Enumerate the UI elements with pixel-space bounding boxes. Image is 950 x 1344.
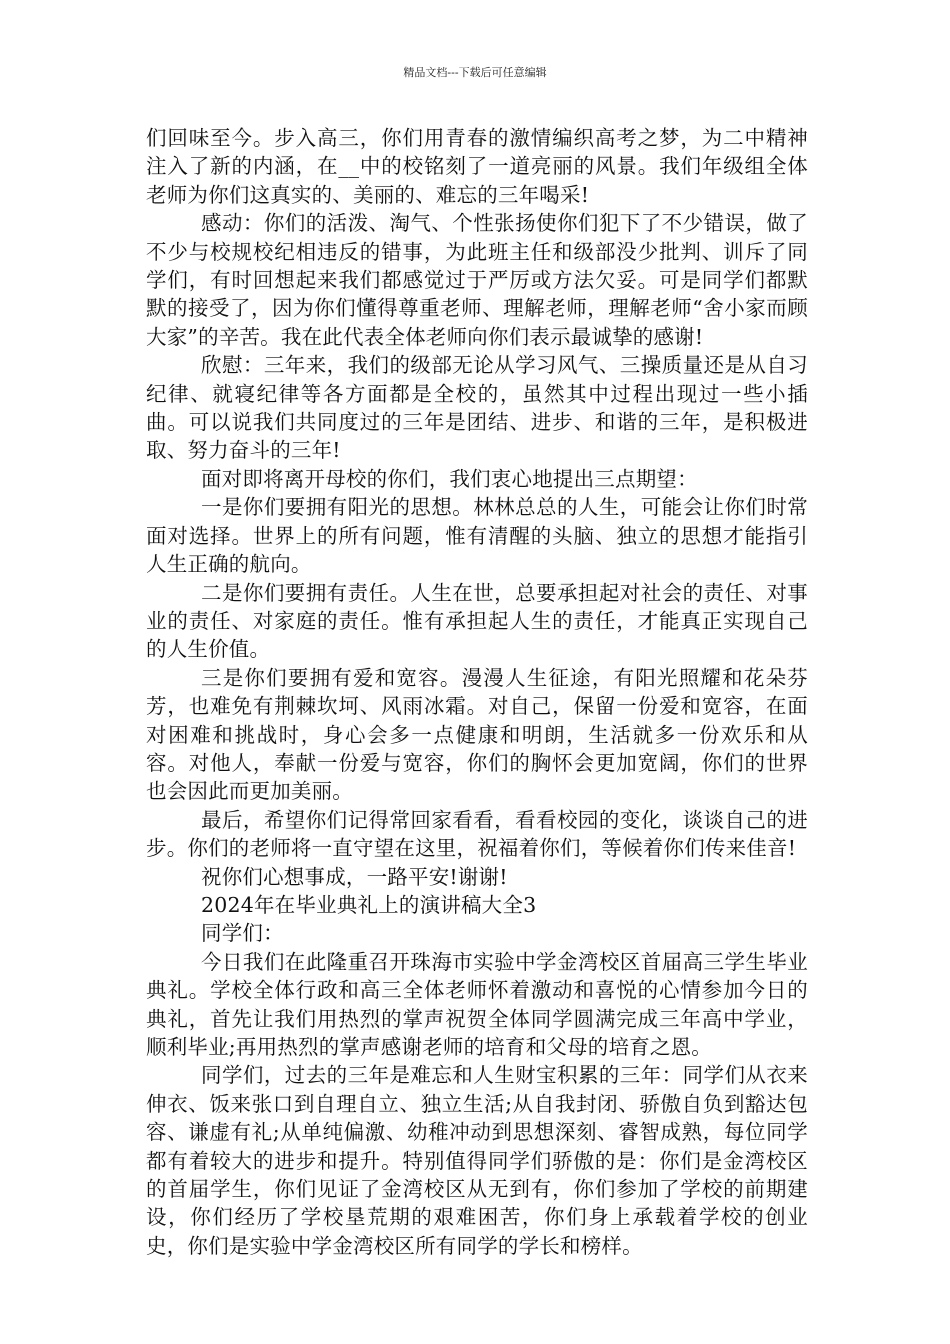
paragraph: 今日我们在此隆重召开珠海市实验中学金湾校区首届高三学生毕业典礼。学校全体行政和高三全体老师怀着激动和喜悦的心情参加今日的典礼，首先让我们用热烈的掌声祝贺全体同学圆满完成三年高中学业，顺利毕业;再用热烈的掌声感谢老师的培育和父母的培育之恩。 — [146, 949, 808, 1059]
paragraph: 最后，希望你们记得常回家看看，看看校园的变化，谈谈自己的进步。你们的老师将一直守望在这里，祝福着你们，等候着你们传来佳音! — [146, 807, 808, 861]
paragraph: 感动：你们的活泼、淘气、个性张扬使你们犯下了不少错误，做了不少与校规校纪相违反的错事，为此班主任和级部没少批判、训斥了同学们，有时回想起来我们都感觉过于严厉或方法欠妥。可是同学们都默默的接受了，因为你们懂得尊重老师、理解老师，理解老师“舍小家而顾大家”的辛苦。我在此代表全体老师向你们表示最诚挚的感谢! — [146, 211, 808, 349]
paragraph: 欣慰：三年来，我们的级部无论从学习风气、三操质量还是从自习纪律、就寝纪律等各方面都是全校的，虽然其中过程出现过一些小插曲。可以说我们共同度过的三年是团结、进步、和谐的三年，是积极进取、努力奋斗的三年! — [146, 353, 808, 463]
paragraph: 同学们，过去的三年是难忘和人生财宝积累的三年：同学们从衣来伸衣、饭来张口到自理自立、独立生活;从自我封闭、骄傲自负到豁达包容、谦虚有礼;从单纯偏激、幼稚冲动到思想深刻、睿智成熟，每位同学都有着较大的进步和提升。特别值得同学们骄傲的是：你们是金湾校区的首届学生，你们见证了金湾校区从无到有，你们参加了学校的前期建设，你们经历了学校垦荒期的艰难困苦，你们身上承载着学校的创业史，你们是实验中学金湾校区所有同学的学长和榜样。 — [146, 1063, 808, 1258]
document-body — [146, 124, 808, 1260]
paragraph: 二是你们要拥有责任。人生在世，总要承担起对社会的责任、对事业的责任、对家庭的责任。惟有承担起人生的责任，才能真正实现自己的人生价值。 — [146, 580, 808, 662]
paragraph: 三是你们要拥有爱和宽容。漫漫人生征途，有阳光照耀和花朵芬芳，也难免有荆棘坎坷、风雨冰霜。对自己，保留一份爱和宽容，在面对困难和挑战时，身心会多一点健康和明朗，生活就多一份欢乐和从容。对他人，奉献一份爱与宽容，你们的胸怀会更加宽阔，你们的世界也会因此而更加美丽。 — [146, 665, 808, 804]
page-header-watermark: 精品文档---下载后可任意编辑 — [403, 66, 547, 79]
paragraph: 祝你们心想事成，一路平安!谢谢! — [201, 864, 508, 889]
paragraph: 们回味至今。步入高三，你们用青春的激情编织高考之梦，为二中精神注入了新的内涵，在__中的校铭刻了一道亮丽的风景。我们年级组全体老师为你们这真实的、美丽的、难忘的三年喝采! — [146, 126, 808, 207]
paragraph: 面对即将离开母校的你们，我们衷心地提出三点期望： — [201, 466, 698, 491]
paragraph: 一是你们要拥有阳光的思想。林林总总的人生，可能会让你们时常面对选择。世界上的所有问题，惟有清醒的头脑、独立的思想才能指引人生正确的航向。 — [146, 495, 808, 577]
section-title: 2024年在毕业典礼上的演讲稿大全3 — [201, 892, 537, 917]
salutation: 同学们： — [201, 921, 284, 946]
